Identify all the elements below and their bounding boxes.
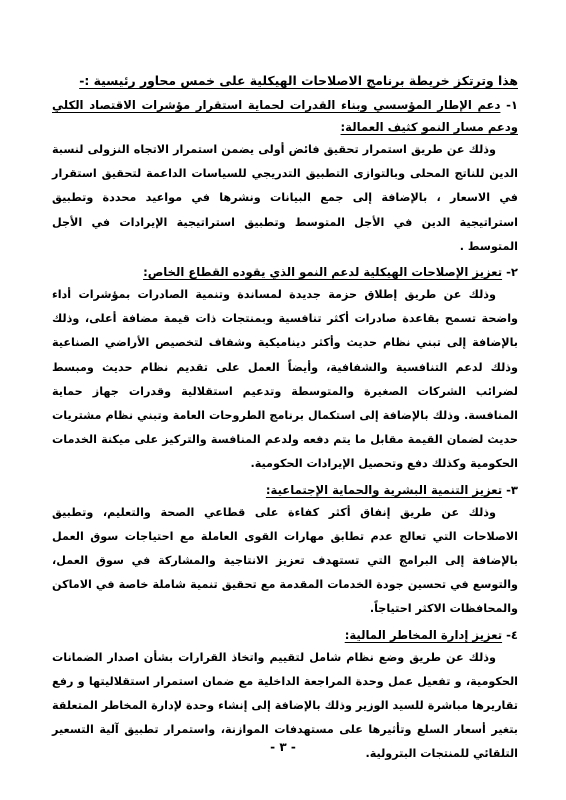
section-number: ٢-: [502, 265, 518, 280]
section-heading-text: تعزيز الإصلاحات الهيكلية لدعم النمو الذي يقوده القطاع الخاص:: [143, 265, 503, 280]
section-heading: [52, 94, 518, 138]
section-paragraph: وذلك عن طريق إطلاق حزمة جديدة لمساندة وتنمية الصادرات بمؤشرات أداء واضحة تسمح بقاعدة صادرات أكثر تنافسية وبمنتجات ذات قيمة مضافة أعلى، وذلك بالإضافة إلى تبني نظام حديث وأكثر ديناميكية وشفاف لتخصيص الأراضي الصناعية وذلك لدعم التنافسية والشفافية، وأيضاً العمل على تقديم نظام حديث ومبسط لضرائب الشركات الصغيرة والمتوسطة وتدعيم استقلالية وقدرات جهاز حماية المنافسة. وذلك بالإضافة إلى استكمال برنامج الطروحات العامة وتبني نظام مشتريات حديث لضمان القيمة مقابل ما يتم دفعه ولدعم المنافسة والتركيز على ميكنة الخدمات الحكومية وكذلك دفع وتحصيل الإيرادات الحكومية.: [52, 288, 518, 471]
section-number: ٣-: [502, 482, 518, 497]
section-heading-text: تعزيز التنمية البشرية والحماية الإجتماعية:: [265, 482, 503, 497]
section-2: [52, 261, 518, 477]
section-number: ١-: [500, 98, 518, 112]
section-heading: [52, 261, 518, 283]
section-paragraph: وذلك عن طريق استمرار تحقيق فائض أولى يضمن استمرار الاتجاه النزولى لنسبة الدين للناتج المحلى وبالتوازى التطبيق التدريجي للسياسات الداعمة لتحقيق استقرار في الاسعار ، بالإضافة إلى جمع البيانات ونشرها في مواعيد محددة وتطبيق استراتيجية الدين في الأجل المتوسط وتطبيق استراتيجية الإيرادات في الأجل المتوسط .: [52, 143, 518, 253]
section-heading-text: دعم الإطار المؤسسي وبناء القدرات لحماية استقرار مؤشرات الاقتصاد الكلي ودعم مسار النمو كثيف العمالة:: [52, 98, 518, 134]
section-1: [52, 94, 518, 259]
section-paragraph: وذلك عن طريق إنفاق أكثر كفاءة على قطاعي الصحة والتعليم، وتطبيق الاصلاحات التي تعالج عدم تطابق مهارات القوى العاملة مع احتياجات سوق العمل بالإضافة إلى البرامج التي تستهدف تعزيز الانتاجية والمشاركة في سوق العمل، والتوسع في تحسين جودة الخدمات المقدمة مع تحقيق تنمية شاملة خاصة في الاماكن والمحافظات الاكثر احتياجاً.: [52, 505, 518, 616]
page-title: هذا وترتكز خريطة برنامج الاصلاحات الهيكلية على خمس محاور رئيسية :-: [79, 73, 518, 88]
section-heading-text: تعزيز إدارة المخاطر المالية:: [344, 627, 503, 642]
section-3: [52, 479, 518, 622]
page-number: - ٣ -: [270, 740, 296, 754]
section-heading: [52, 479, 518, 501]
section-paragraph: وذلك عن طريق وضع نظام شامل لتقييم واتخاذ القرارات بشأن اصدار الضمانات الحكومية، و تفعيل عمل وحدة المراجعة الداخلية مع ضمان استمرار استقلاليتها و رفع تقاريرها مباشرة للسيد الوزير وذلك بالإضافة إلى إنشاء وحدة لإدارة المخاطر المتعلقة بتغير أسعار السلع وتأثيرها على مستهدفات الموازنة، واستمرار تطبيق آلية التسعير التلقائي للمنتجات البترولية.: [52, 650, 518, 761]
section-heading: [52, 624, 518, 646]
section-number: ٤-: [502, 627, 518, 642]
